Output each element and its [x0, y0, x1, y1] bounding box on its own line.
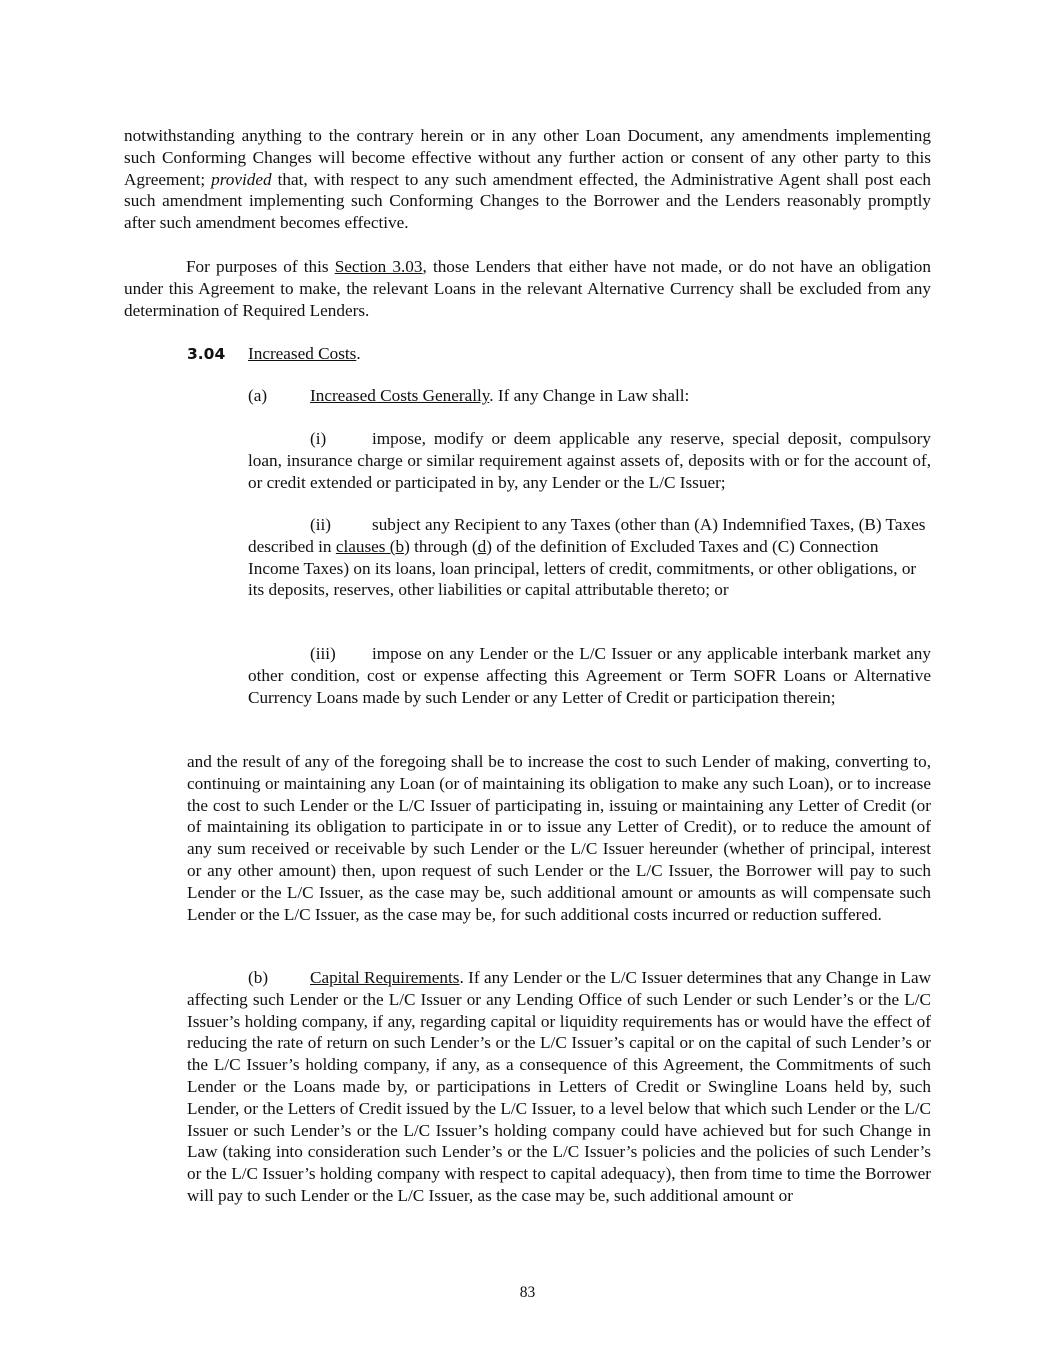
clause-ii-text: subject any Recipient to any Taxes (other than (A) Indemnified Taxes, (B) Taxes described in	[248, 515, 926, 556]
paragraph-section-303	[124, 256, 931, 321]
clause-iii	[248, 643, 931, 708]
clause-ii-label: (ii)	[310, 515, 331, 534]
paragraph-result	[187, 751, 931, 925]
section-number: 3.04	[187, 345, 226, 363]
clause-a-label: (a)	[248, 386, 268, 405]
clause-b-label: (b)	[248, 968, 269, 987]
clause-ii	[248, 514, 931, 601]
clause-a-text: . If any Change in Law shall:	[489, 386, 690, 405]
clause-i-text: impose, modify or deem applicable any reserve, special deposit, compulsory loan, insurance charge or similar requirement against assets of, deposits with or for the account of, or credit extended or participated in by, any Lender or the L/C Issuer;	[248, 429, 931, 492]
paragraph-conforming-changes	[124, 125, 931, 234]
paragraph-text: , those Lenders that either have not made, or do not have an obligation under this Agreement to make, the relevant Loans in the relevant Alternative Currency shall be excluded from any determination of Required Lenders.	[124, 257, 931, 320]
clause-a	[248, 385, 931, 407]
clause-b-title: Capital Requirements	[310, 968, 460, 987]
section-title: Increased Costs	[248, 344, 357, 363]
paragraph-text: that, with respect to any such amendment effected, the Administrative Agent shall post each such amendment implementing such Conforming Changes to the Borrower and the Lenders reasonably promptly after such amendment becomes effective.	[124, 169, 931, 233]
section-heading-3-04	[187, 343, 361, 366]
clause-i-label: (i)	[310, 429, 327, 448]
clause-a-title: Increased Costs Generally	[310, 386, 490, 405]
result-text: and the result of any of the foregoing shall be to increase the cost to such Lender of making, converting to, continuing or maintaining any Loan (or of maintaining its obligation to make any such Loan), or to increase the cost to such Lender or the L/C Issuer of participating in, issuing or maintaining any Letter of Credit (or of maintaining its obligation to participate in or to issue any Letter of Credit), or to reduce the amount of any sum received or receivable by such Lender or the L/C Issuer hereunder (whether of principal, interest or any other amount) then, upon request of such Lender or the L/C Issuer, the Borrower will pay to such Lender or the L/C Issuer, as the case may be, such additional amount or amounts as will compensate such Lender or the L/C Issuer, as the case may be, for such additional costs incurred or reduction suffered.	[187, 752, 931, 924]
clause-ii-text: ) of the definition of Excluded Taxes and (C) Connection Income Taxes) on its loans, loan principal, letters of credit, commitments, or other obligations, or its deposits, reserves, other liabilities or capital attributable thereto; or	[248, 536, 917, 600]
clause-d-reference: d	[477, 536, 487, 556]
section-3-03-reference: Section 3.03	[334, 257, 423, 276]
section-title-suffix: .	[356, 344, 361, 363]
clause-iii-text: impose on any Lender or the L/C Issuer or any applicable interbank market any other condition, cost or expense affecting this Agreement or Term SOFR Loans or Alternative Currency Loans made by such Lender or any Letter of Credit or participation therein;	[248, 644, 931, 707]
clause-ii-text: ) through (	[404, 536, 478, 556]
clause-i	[248, 428, 931, 493]
paragraph-text: For purposes of this	[186, 257, 335, 276]
provided-italic: provided	[211, 169, 272, 189]
clause-b-text: . If any Lender or the L/C Issuer determines that any Change in Law affecting such Lender or the L/C Issuer or any Lending Office of such Lender or such Lender’s or the L/C Issuer’s holding company, if any, regarding capital or liquidity requirements has or would have the effect of reducing the rate of return on such Lender’s or the L/C Issuer’s capital or on the capital of such Lender’s or the L/C Issuer’s holding company, if any, as a consequence of this Agreement, the Commitments of such Lender or the Loans made by, or participations in Letters of Credit or Swingline Loans held by, such Lender, or the Letters of Credit issued by the L/C Issuer, to a level below that which such Lender or the L/C Issuer or such Lender’s or the L/C Issuer’s holding company could have achieved but for such Change in Law (taking into consideration such Lender’s or the L/C Issuer’s policies and the policies of such Lender’s or the L/C Issuer’s holding company with respect to capital adequacy), then from time to time the Borrower will pay to such Lender or the L/C Issuer, as the case may be, such additional amount or	[187, 968, 932, 1205]
paragraph-text: notwithstanding anything to the contrary herein or in any other Loan Document, any amendments implementing such Conforming Changes will become effective without any further action or consent of any other party to this Agreement;	[124, 126, 931, 189]
page-number: 83	[519, 1284, 536, 1301]
clause-iii-label: (iii)	[310, 644, 336, 663]
clause-b	[187, 967, 931, 1207]
clauses-b-reference: clauses (b	[335, 536, 405, 556]
